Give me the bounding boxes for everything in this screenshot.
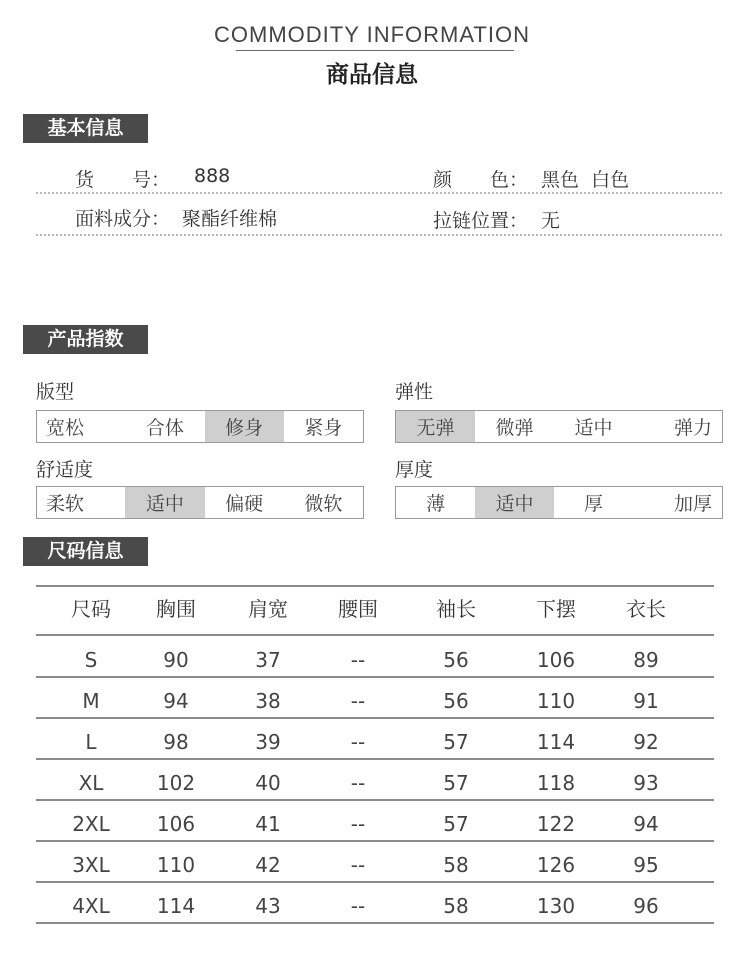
cell-chest: 110	[156, 853, 196, 877]
cell-shoulder: 37	[255, 648, 281, 672]
title-divider	[236, 50, 514, 51]
cell-size: S	[84, 648, 98, 672]
thickness-option: 加厚	[673, 493, 712, 515]
fit-option-selected: 修身	[205, 411, 284, 442]
col-header-waist: 腰围	[338, 597, 378, 621]
col-header-size: 尺码	[71, 597, 111, 621]
comfort-label: 舒适度	[36, 459, 94, 481]
cell-waist: --	[350, 853, 366, 877]
table-row-rule	[36, 676, 714, 678]
col-header-sleeve: 袖长	[436, 597, 476, 621]
cell-sleeve: 56	[443, 689, 469, 713]
product-index-header: 产品指数	[23, 325, 148, 354]
cell-shoulder: 38	[255, 689, 281, 713]
comfort-scale	[36, 486, 364, 519]
table-row-rule	[36, 922, 714, 924]
thickness-option: 厚	[583, 493, 603, 515]
fit-option: 合体	[145, 417, 184, 439]
fabric-label: 面料成分：	[75, 208, 171, 230]
cell-chest: 106	[156, 812, 196, 836]
cell-length: 89	[633, 648, 659, 672]
dotted-divider	[36, 192, 722, 194]
item-number-label: 货 号：	[75, 169, 171, 191]
cell-shoulder: 39	[255, 730, 281, 754]
cell-size: 2XL	[72, 812, 110, 836]
cell-sleeve: 57	[443, 730, 469, 754]
table-header-row	[36, 589, 714, 629]
cell-hem: 122	[536, 812, 576, 836]
cell-length: 92	[633, 730, 659, 754]
table-row	[36, 845, 714, 885]
cell-chest: 114	[156, 894, 196, 918]
cell-hem: 110	[536, 689, 576, 713]
table-row	[36, 763, 714, 803]
thickness-option-selected: 适中	[475, 487, 554, 518]
cell-chest: 90	[163, 648, 189, 672]
col-header-hem: 下摆	[536, 597, 576, 621]
cell-sleeve: 57	[443, 812, 469, 836]
cell-length: 94	[633, 812, 659, 836]
comfort-option: 偏硬	[225, 493, 264, 515]
cell-sleeve: 56	[443, 648, 469, 672]
basic-info-header: 基本信息	[23, 114, 148, 143]
zipper-label: 拉链位置：	[433, 210, 529, 232]
page-title-en: COMMODITY INFORMATION	[214, 22, 530, 47]
col-header-length: 衣长	[626, 597, 666, 621]
cell-waist: --	[350, 730, 366, 754]
fit-option: 紧身	[304, 417, 343, 439]
color-label: 颜 色：	[433, 169, 529, 191]
cell-waist: --	[350, 894, 366, 918]
comfort-option: 微软	[304, 493, 343, 515]
elasticity-option: 适中	[574, 417, 613, 439]
table-row-rule	[36, 758, 714, 760]
cell-shoulder: 41	[255, 812, 281, 836]
cell-hem: 118	[536, 771, 576, 795]
cell-waist: --	[350, 771, 366, 795]
cell-size: L	[85, 730, 97, 754]
table-header-rule	[36, 634, 714, 636]
cell-sleeve: 58	[443, 894, 469, 918]
table-row-rule	[36, 881, 714, 883]
elasticity-scale	[395, 410, 723, 443]
fabric-value: 聚酯纤维棉	[182, 208, 278, 230]
cell-hem: 106	[536, 648, 576, 672]
table-top-rule	[36, 585, 714, 587]
fit-scale	[36, 410, 364, 443]
cell-shoulder: 43	[255, 894, 281, 918]
color-value: 黑色 白色	[541, 169, 630, 191]
elasticity-label: 弹性	[395, 381, 434, 403]
table-row-rule	[36, 799, 714, 801]
cell-waist: --	[350, 812, 366, 836]
col-header-chest: 胸围	[156, 597, 196, 621]
thickness-label: 厚度	[395, 459, 434, 481]
cell-length: 91	[633, 689, 659, 713]
table-row	[36, 681, 714, 721]
cell-shoulder: 42	[255, 853, 281, 877]
elasticity-option-selected: 无弹	[396, 411, 475, 442]
comfort-option: 柔软	[46, 493, 85, 515]
table-row-rule	[36, 717, 714, 719]
fit-label: 版型	[36, 381, 75, 403]
col-header-shoulder: 肩宽	[248, 597, 288, 621]
comfort-option-selected: 适中	[125, 487, 204, 518]
page-title-cn: 商品信息	[326, 62, 418, 88]
size-info-header: 尺码信息	[23, 537, 148, 566]
table-row-rule	[36, 840, 714, 842]
cell-hem: 130	[536, 894, 576, 918]
cell-chest: 98	[163, 730, 189, 754]
cell-shoulder: 40	[255, 771, 281, 795]
cell-length: 93	[633, 771, 659, 795]
elasticity-option: 弹力	[673, 417, 712, 439]
item-number-value: 888	[194, 165, 231, 187]
cell-sleeve: 58	[443, 853, 469, 877]
cell-hem: 126	[536, 853, 576, 877]
elasticity-option: 微弹	[495, 417, 534, 439]
cell-size: 3XL	[72, 853, 110, 877]
cell-size: M	[82, 689, 100, 713]
cell-sleeve: 57	[443, 771, 469, 795]
zipper-value: 无	[541, 210, 561, 232]
thickness-option: 薄	[425, 493, 445, 515]
cell-waist: --	[350, 689, 366, 713]
cell-length: 95	[633, 853, 659, 877]
cell-hem: 114	[536, 730, 576, 754]
cell-chest: 94	[163, 689, 189, 713]
fit-option: 宽松	[46, 417, 85, 439]
table-row	[36, 804, 714, 844]
table-row	[36, 640, 714, 680]
cell-chest: 102	[156, 771, 196, 795]
table-row	[36, 722, 714, 762]
cell-size: 4XL	[72, 894, 110, 918]
table-row	[36, 886, 714, 926]
cell-length: 96	[633, 894, 659, 918]
cell-waist: --	[350, 648, 366, 672]
dotted-divider	[36, 234, 722, 236]
thickness-scale	[395, 486, 723, 519]
cell-size: XL	[78, 771, 104, 795]
